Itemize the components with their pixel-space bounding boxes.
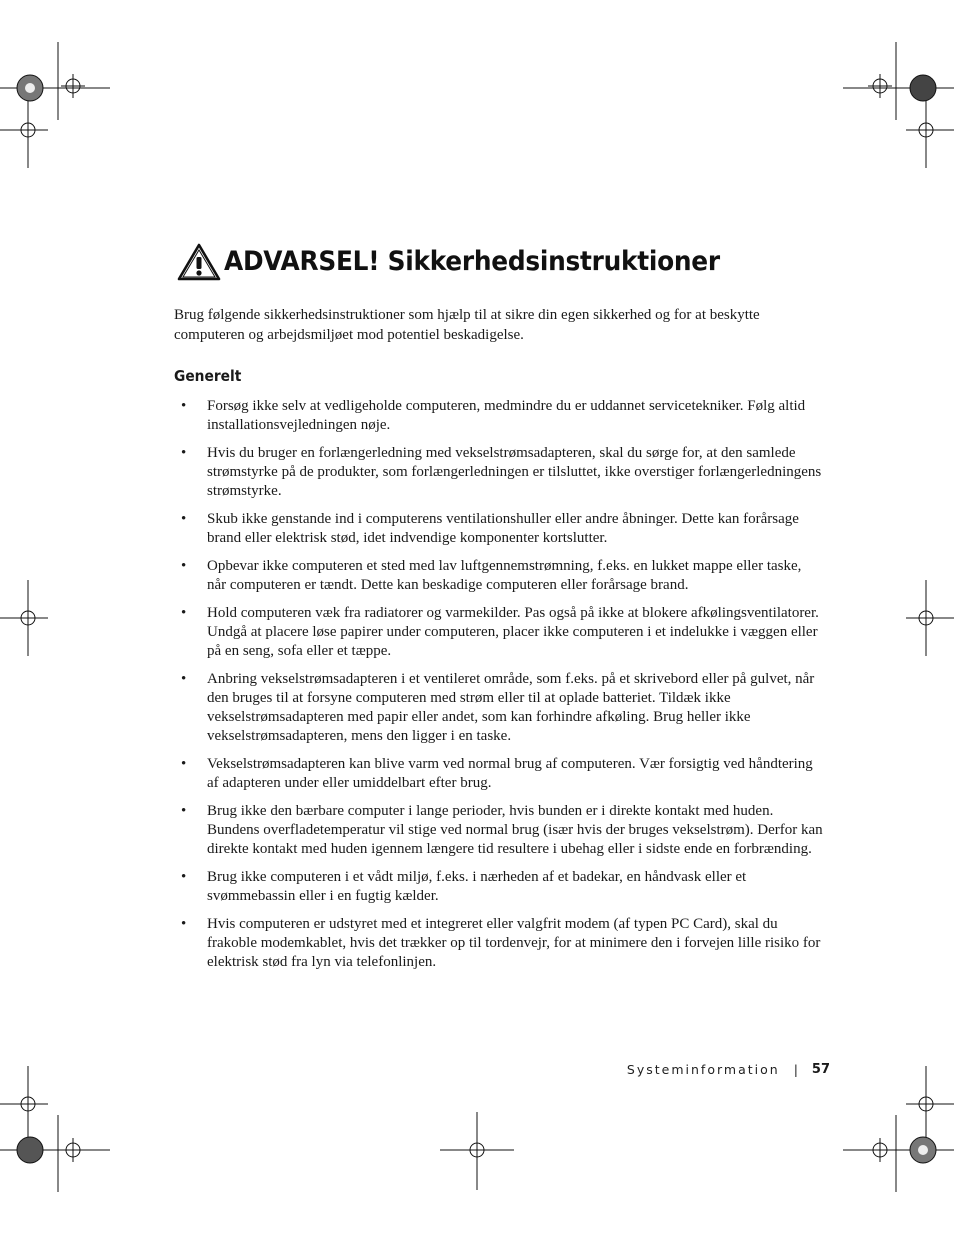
list-item-text: Anbring vekselstrømsadapteren i et ventileret område, som f.eks. på et skrivebord eller på gulvet, når den bruges til at forsyne computeren med strøm eller til at oplade batteriet. Tildæk ikke vekselstrømsadapteren med papir eller andet, som kan forhindre afkøling. Brug heller ikke vekselstrømsadapteren, mens den ligger i en taske. (207, 671, 815, 744)
list-item-text: Opbevar ikke computeren et sted med lav luftgennemstrømning, f.eks. en lukket mappe eller taske, når computeren er tændt. Dette kan beskadige computeren eller forårsage brand. (207, 558, 802, 593)
intro-paragraph: Brug følgende sikkerhedsinstruktioner som hjælp til at sikre din egen sikkerhed og for at beskytte computeren og arbejdsmiljøet mod potentiel beskadigelse. (174, 307, 760, 343)
page-footer (627, 1062, 830, 1077)
bullet-icon: • (181, 869, 187, 885)
list-item (174, 444, 824, 501)
warning-triangle-icon (176, 242, 222, 282)
list-item-text: Forsøg ikke selv at vedligeholde computeren, medmindre du er uddannet servicetekniker. Følg altid installationsvejledningen nøje. (207, 398, 806, 433)
list-item-text: Brug ikke den bærbare computer i lange perioder, hvis bunden er i direkte kontakt med huden. Bundens overfladetemperatur vil stige ved normal brug (især hvis der bruges vekselstrøm). Derfor kan direkte kontakt med huden igennem længere tid resultere i ubehag eller i sidste ende en forbrænding. (207, 803, 823, 857)
bullet-icon: • (181, 671, 187, 687)
bullet-icon: • (181, 511, 187, 527)
bullet-icon: • (181, 756, 187, 772)
title-row (176, 228, 763, 295)
footer-section-name: Systeminformation (626, 1062, 780, 1077)
bullet-icon: • (181, 558, 187, 574)
list-item-text: Brug ikke computeren i et vådt miljø, f.eks. i nærheden af et badekar, en håndvask eller et svømmebassin eller i en fugtig kælder. (207, 869, 747, 904)
list-item (174, 802, 824, 859)
footer-separator: | (793, 1062, 798, 1077)
list-item (174, 755, 824, 793)
list-item-text: Skub ikke genstande ind i computerens ventilationshuller eller andre åbninger. Dette kan forårsage brand eller elektrisk stød, idet indvendige komponenter kortslutter. (207, 511, 799, 546)
list-item-text: Vekselstrømsadapteren kan blive varm ved normal brug af computeren. Vær forsigtig ved håndtering af adapteren under eller umiddelbart efter brug. (207, 756, 813, 791)
bullet-icon: • (181, 398, 187, 414)
safety-instruction-list (174, 397, 824, 981)
list-item (174, 510, 824, 548)
list-item (174, 557, 824, 595)
list-item-text: Hvis du bruger en forlængerledning med vekselstrømsadapteren, skal du sørge for, at den samlede strømstyrke på de produkter, som forlængerledningen er tilsluttet, ikke overstiger forlængerledningens strømstyrke. (207, 445, 822, 499)
bullet-icon: • (181, 803, 187, 819)
list-item (174, 915, 824, 972)
list-item (174, 397, 824, 435)
list-item-text: Hold computeren væk fra radiatorer og varmekilder. Pas også på ikke at blokere afkølingsventilatorer. Undgå at placere løse papirer under computeren, placer ikke computeren i et indelukke i væggen eller på en seng, sofa eller et tæppe. (207, 605, 819, 659)
bullet-icon: • (181, 916, 187, 932)
list-item (174, 868, 824, 906)
bullet-icon: • (181, 445, 187, 461)
list-item-text: Hvis computeren er udstyret med et integreret eller valgfrit modem (af typen PC Card), skal du frakoble modemkablet, hvis det trækker op til tordenvejr, for at minimere den i forvejen lille risiko for elektrisk stød fra lyn via telefonlinjen. (207, 916, 821, 970)
section-heading: Generelt (174, 367, 242, 385)
page-title: ADVARSEL! Sikkerhedsinstruktioner (224, 246, 720, 278)
list-item (174, 670, 824, 746)
page-number: 57 (811, 1062, 830, 1077)
list-item (174, 604, 824, 661)
bullet-icon: • (181, 605, 187, 621)
